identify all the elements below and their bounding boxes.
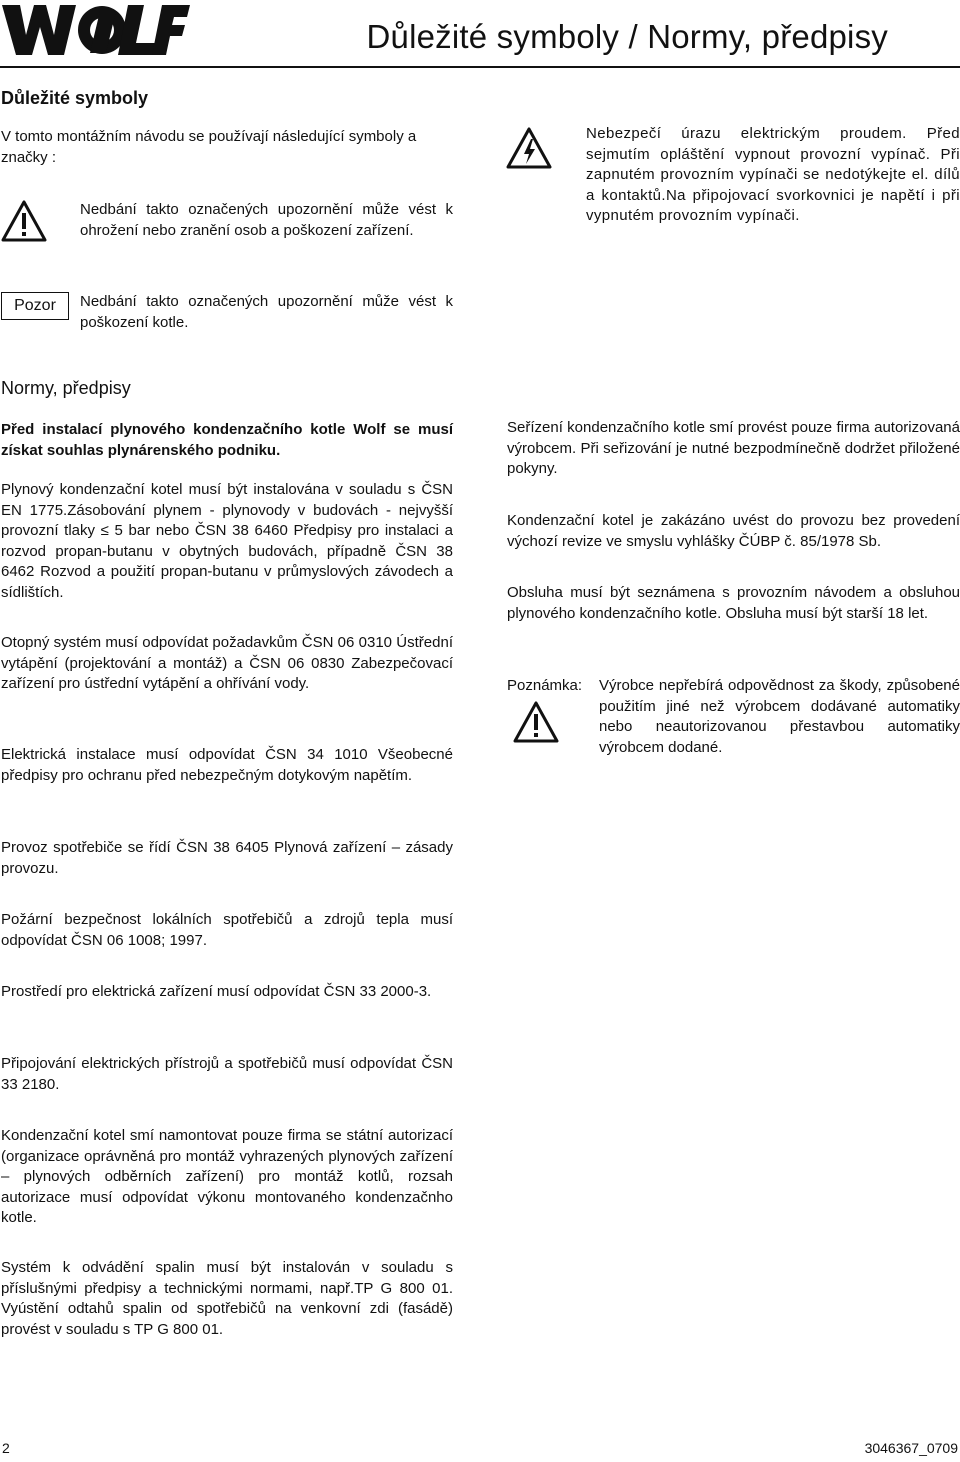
- norms-right-paragraph-2: Kondenzační kotel je zakázáno uvést do provozu bez provedení výchozí revize ve smyslu vyhlášky ČÚBP č. 85/1978 Sb.: [507, 512, 960, 550]
- page-number: 2: [2, 1440, 10, 1456]
- svg-text:WOLF: WOLF: [2, 62, 5, 63]
- warning-triangle-icon: [1, 200, 47, 242]
- norms-bottom-paragraph-5: Kondenzační kotel smí namontovat pouze firma se státní autorizací (organizace oprávněná pro montáž vyhrazených plynových zařízení – plynových odběrních zařízení) pro montáž kotlů, rozsah autorizace musí odpovídat výkonu montovaného kondenzačnho kotle.: [1, 1127, 453, 1226]
- pozor-label: Pozor: [14, 297, 56, 314]
- norms-bottom-paragraph-6: Systém k odvádění spalin musí být instalován v souladu s příslušnými předpisy a technickými normami, např.TP G 800 01. Vyústění odtahů spalin od spotřebičů na venkovní zdi (fasádě) provést v souladu s TP G 800 01.: [1, 1259, 453, 1338]
- pozor-text: Nedbání takto označených upozornění může vést k poškození kotle.: [80, 293, 453, 331]
- header-rule: [0, 66, 960, 68]
- warning-symbol-text: Nedbání takto označených upozornění může vést k ohrožení nebo zranění osob a poškození zařízení.: [80, 201, 453, 239]
- norms-left-paragraph-4: Elektrická instalace musí odpovídat ČSN 34 1010 Všeobecné předpisy pro ochranu před nebezpečným dotykovým napětím.: [1, 746, 453, 784]
- electric-hazard-text: Nebezpečí úrazu elektrickým proudem. Před sejmutím opláštění vypnout provozní vypínač. Při zapnutém provozním vypínači se nedotýkejte el. dílů a kontaktů.Na připojovací svorkovnici je napětí i při vypnutém provozním vypínači.: [586, 125, 960, 224]
- norms-bottom-paragraph-2: Požární bezpečnost lokálních spotřebičů a zdrojů tepla musí odpovídat ČSN 06 1008; 1997.: [1, 911, 453, 949]
- norms-left-paragraph-1: Před instalací plynového kondenzačního kotle Wolf se musí získat souhlas plynárenského podniku.: [1, 421, 453, 459]
- norms-left-paragraph-3: Otopný systém musí odpovídat požadavkům ČSN 06 0310 Ústřední vytápění (projektování a montáž) a ČSN 06 0830 Zabezpečovací zařízení pro ústřední vytápění a ohřívání vody.: [1, 634, 453, 692]
- norms-bottom-paragraph-4: Připojování elektrických přístrojů a spotřebičů musí odpovídat ČSN 33 2180.: [1, 1055, 453, 1093]
- note-label: Poznámka:: [507, 677, 583, 694]
- electric-hazard-icon: [506, 127, 552, 169]
- norms-bottom-paragraph-1: Provoz spotřebiče se řídí ČSN 38 6405 Plynová zařízení – zásady provozu.: [1, 839, 453, 877]
- note-warning-icon: [513, 701, 559, 743]
- norms-bottom-paragraph-3: Prostředí pro elektrická zařízení musí odpovídat ČSN 33 2000-3.: [1, 983, 432, 1000]
- norms-left-paragraph-2: Plynový kondenzační kotel musí být instalována v souladu s ČSN EN 1775.Zásobování plynem - plynovody v budovách - nejvyšší provozní tlaky ≤ 5 bar nebo ČSN 38 6460 Předpisy pro instalaci a rozvod propan-butanu v obytných budovách, případně ČSN 38 6462 Rozvod a použití propan-butanu v průmyslových závodech a sídlištích.: [1, 481, 453, 601]
- norms-right-paragraph-3: Obsluha musí být seznámena s provozním návodem a obsluhou plynového kondenzačního kotle. Obsluha musí být starší 18 let.: [507, 584, 960, 622]
- norms-right-paragraph-1: Seřízení kondenzačního kotle smí provést pouze firma autorizovaná výrobcem. Při seřizování je nutné bezpodmínečně dodržet přiložené pokyny.: [507, 419, 960, 477]
- page-title: Důležité symboly / Normy, předpisy: [366, 18, 888, 55]
- pozor-label-box: [1, 292, 69, 320]
- document-code: 3046367_0709: [864, 1440, 958, 1456]
- symbols-intro: V tomto montážním návodu se používají následující symboly a značky :: [1, 128, 417, 166]
- note-text: Výrobce nepřebírá odpovědnost za škody, způsobené použitím jiné než výrobcem dodávané automatiky nebo neautorizovanou přestavbou automatiky výrobcem dodané.: [599, 677, 960, 756]
- symbols-heading: Důležité symboly: [1, 88, 149, 108]
- norms-heading: Normy, předpisy: [1, 378, 131, 398]
- wolf-logo: [2, 5, 190, 63]
